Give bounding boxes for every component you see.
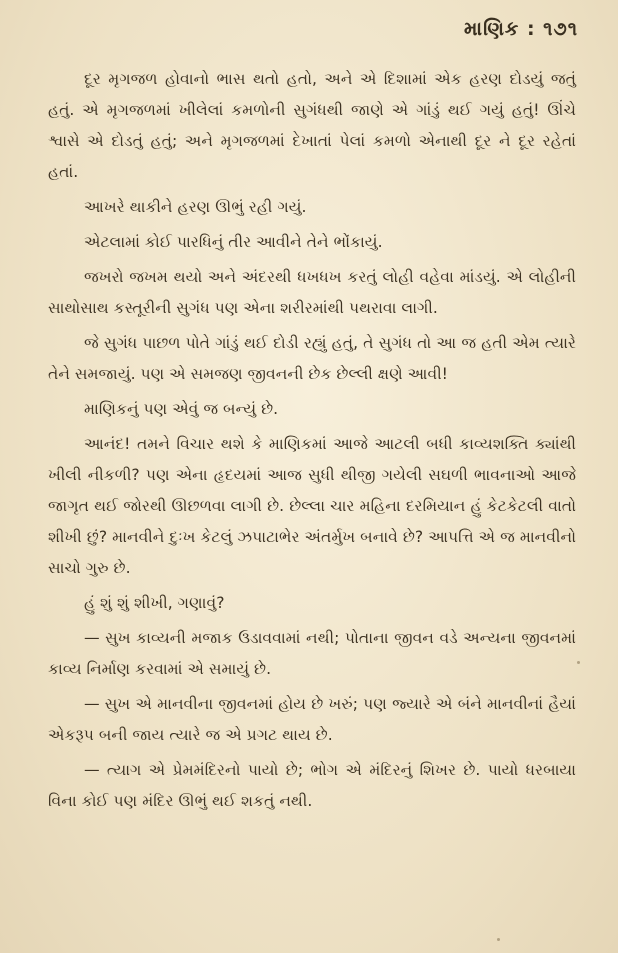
paragraph-happiness-poetry: — સુખ કાવ્યની મજાક ઉડાવવામાં નથી; પોતાના જીવન વડે અન્યના જીવનમાં કાવ્ય નિર્માણ કરવામાં એ સમાયું છે.	[48, 629, 576, 678]
paragraph-anand: આનંદ! તમને વિચાર થશે કે માણિકમાં આજે આટલી બધી કાવ્યશક્તિ ક્યાંથી ખીલી નીકળી? પણ એના હૃદયમાં આજ સુધી થીજી ગયેલી સઘળી ભાવનાઓ આજે જાગૃત થઈ જોરથી ઊછળવા લાગી છે. છેલ્લા ચાર મહિના દરમિયાન હું કેટકેટલી વાતો શીખી છું? માનવીને દુઃખ કેટલું ઝપાટાભેર અંતર્મુખ બનાવે છે? આપત્તિ એ જ માનવીનો સાચો ગુરુ છે.	[48, 435, 576, 577]
paragraph-arrow: એટલામાં કોઈ પારધિનું તીર આવીને તેને ભોંકાયું.	[84, 233, 383, 251]
paragraph-manik: માણિકનું પણ એવું જ બન્યું છે.	[84, 400, 279, 418]
paragraph-happiness-hearts: — સુખ એ માનવીના જીવનમાં હોય છે ખરું; પણ જ્યારે એ બંને માનવીનાં હૈયાં એકરૂપ બની જાય ત્યારે જ એ પ્રગટ થાય છે.	[48, 695, 576, 744]
paragraph-deer-stops: આખરે થાકીને હરણ ઊભું રહી ગયું.	[84, 198, 307, 216]
paragraph-realization: જે સુગંધ પાછળ પોતે ગાંડું થઈ દોડી રહ્યું હતું, તે સુગંધ તો આ જ હતી એમ ત્યારે તેને સમજાયું. પણ એ સમજણ જીવનની છેક છેલ્લી ક્ષણે આવી!	[48, 334, 576, 383]
paper-speck	[497, 938, 500, 941]
paragraph-sacrifice-temple: — ત્યાગ એ પ્રેમમંદિરનો પાયો છે; ભોગ એ મંદિરનું શિખર છે. પાયો ધરબાયા વિના કોઈ પણ મંદિર ઊભું થઈ શકતું નથી.	[48, 761, 576, 810]
paragraph-deer-mirage: દૂર મૃગજળ હોવાનો ભાસ થતો હતો, અને એ દિશામાં એક હરણ દોડયું જતું હતું. એ મૃગજળમાં ખીલેલાં કમળોની સુગંધથી જાણે એ ગાંડું થઈ ગયું હતું! ઊંચે શ્વાસે એ દોડતું હતું; અને મૃગજળમાં દેખાતાં પેલાં કમળો એનાથી દૂર ને દૂર રહેતાં હતાં.	[48, 70, 576, 181]
paper-speck	[577, 661, 580, 664]
paragraph-wound: જખરો જખમ થયો અને અંદરથી ધખધખ કરતું લોહી વહેવા માંડયું. એ લોહીની સાથોસાથ કસ્તૂરીની સુગંધ પણ એના શરીરમાંથી પથરાવા લાગી.	[48, 268, 576, 317]
body-text	[48, 64, 576, 821]
running-head: માણિક : ૧૭૧	[464, 18, 578, 40]
paragraph-what-learned: હું શું શું શીખી, ગણાવું?	[84, 594, 225, 612]
